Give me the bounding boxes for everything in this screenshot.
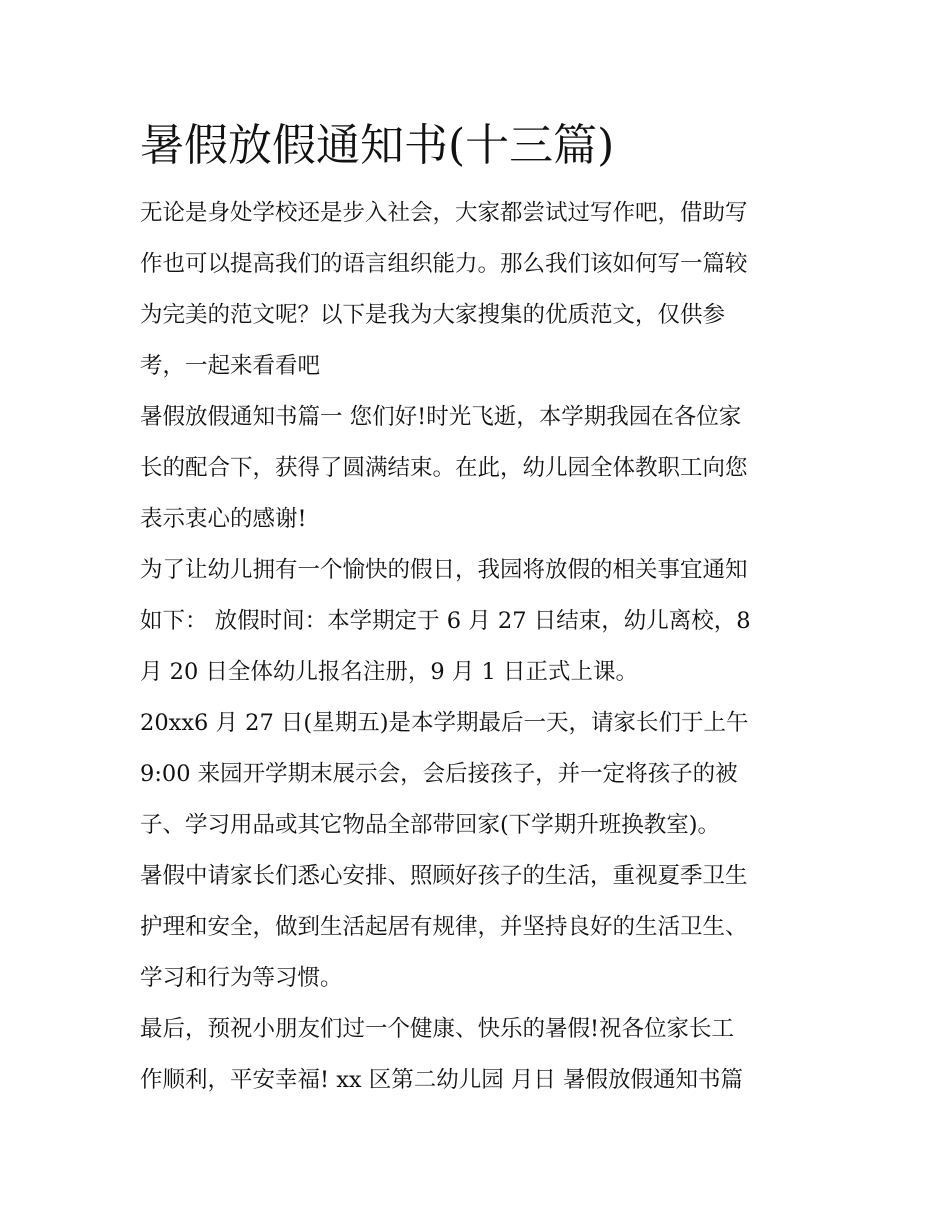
text-line: 表示衷心的感谢! (140, 506, 307, 532)
text-line: 20xx6 月 27 日(星期五)是本学期最后一天，请家长们于上午 (140, 710, 749, 736)
text-line: 暑假中请家长们悉心安排、照顾好孩子的生活，重视夏季卫生 (140, 863, 748, 889)
text-line: 考，一起来看看吧 (140, 353, 321, 379)
paragraph-holiday-time (140, 545, 812, 698)
text-line: 学习和行为等习惯。 (140, 965, 343, 991)
text-line: 月 20 日全体幼儿报名注册，9 月 1 日正式上课。 (140, 659, 639, 685)
paragraph-last-day (140, 698, 812, 851)
text-line: 长的配合下，获得了圆满结束。在此，幼儿园全体教职工向您 (140, 455, 748, 481)
text-line: 护理和安全，做到生活起居有规律，并坚持良好的生活卫生、 (140, 914, 748, 940)
paragraph-summer-care (140, 851, 812, 1004)
text-line: 为完美的范文呢？以下是我为大家搜集的优质范文，仅供参 (140, 302, 726, 328)
text-line: 暑假放假通知书篇一 您们好!时光飞逝，本学期我园在各位家 (140, 404, 742, 430)
text-line: 为了让幼儿拥有一个愉快的假日，我园将放假的相关事宜通知 (140, 557, 748, 583)
paragraph-intro (140, 188, 812, 392)
paragraph-notice-one (140, 392, 812, 545)
text-line: 如下： 放假时间：本学期定于 6 月 27 日结束，幼儿离校，8 (140, 608, 751, 634)
paragraph-closing (140, 1004, 812, 1106)
document-title: 暑假放假通知书(十三篇) (140, 120, 615, 171)
text-line: 作顺利，平安幸福! xx 区第二幼儿园 月日 暑假放假通知书篇 (140, 1067, 744, 1093)
document-page (140, 110, 812, 1106)
text-line: 最后，预祝小朋友们过一个健康、快乐的暑假!祝各位家长工 (140, 1016, 735, 1042)
text-line: 作也可以提高我们的语言组织能力。那么我们该如何写一篇较 (140, 251, 748, 277)
text-line: 9:00 来园开学期末展示会，会后接孩子，并一定将孩子的被 (140, 761, 738, 787)
text-line: 无论是身处学校还是步入社会，大家都尝试过写作吧，借助写 (140, 200, 748, 226)
text-line: 子、学习用品或其它物品全部带回家(下学期升班换教室)。 (140, 812, 721, 838)
